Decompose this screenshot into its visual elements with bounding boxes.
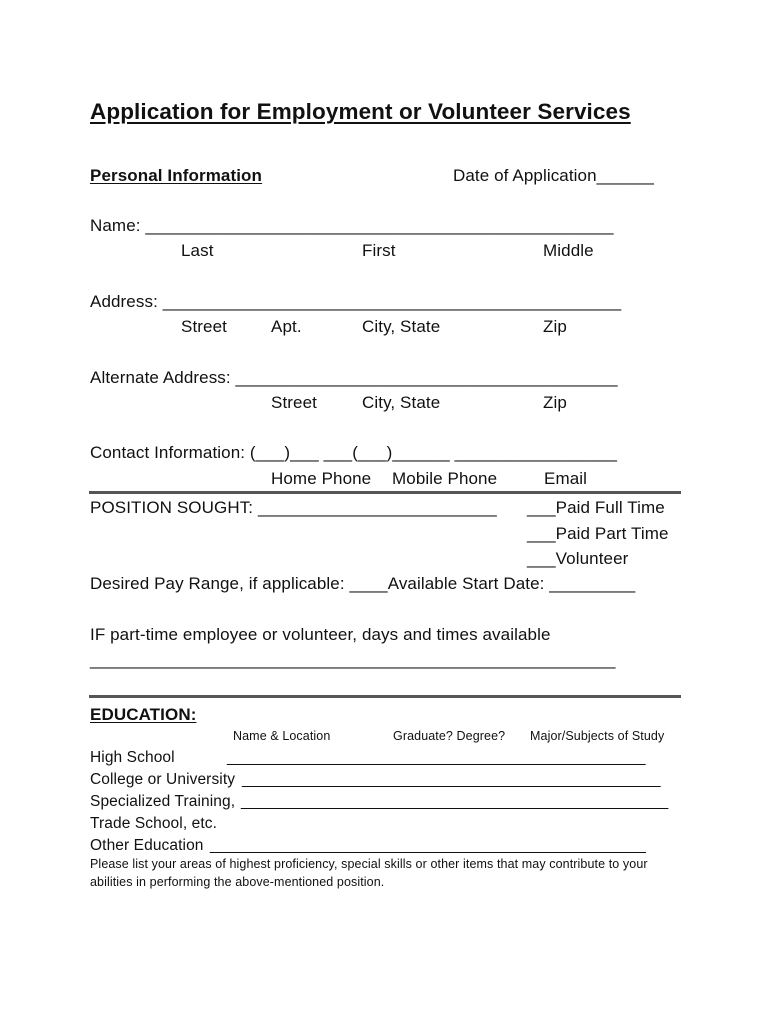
edu-high-school-line[interactable]: ________________________________________________ [227, 749, 646, 766]
edu-high-school-label: High School [90, 749, 175, 766]
edu-college-line[interactable]: ________________________________________________ [242, 771, 661, 788]
option-paid-full-time[interactable]: ___Paid Full Time [527, 498, 665, 517]
address-field[interactable]: Address: ________________________________________________ [90, 292, 622, 311]
name-first-caption: First [362, 241, 396, 260]
alt-address-city-state-caption: City, State [362, 393, 441, 412]
name-field[interactable]: Name: _________________________________________________ [90, 216, 614, 235]
address-street-caption: Street [181, 317, 227, 336]
edu-specialized-training-line[interactable]: _________________________________________________ [241, 793, 669, 810]
alt-address-street-caption: Street [271, 393, 317, 412]
email-caption: Email [544, 469, 588, 488]
edu-trade-school-label: Trade School, etc. [90, 815, 218, 832]
address-zip-caption: Zip [543, 317, 567, 336]
col-major-subjects: Major/Subjects of Study [530, 729, 665, 743]
availability-line[interactable]: _______________________________________________________ [90, 650, 616, 669]
education-heading: EDUCATION: [90, 705, 197, 724]
option-volunteer[interactable]: ___Volunteer [527, 549, 629, 568]
col-name-location: Name & Location [233, 729, 331, 743]
edu-other-label: Other Education [90, 837, 204, 854]
pay-range-start-date-field[interactable]: Desired Pay Range, if applicable: ____Available Start Date: _________ [90, 574, 636, 593]
section-divider-top [89, 491, 681, 494]
date-of-application-field[interactable]: Date of Application______ [453, 166, 654, 185]
personal-info-heading: Personal Information [90, 166, 263, 185]
mobile-phone-caption: Mobile Phone [392, 469, 498, 488]
address-city-state-caption: City, State [362, 317, 441, 336]
edu-college-label: College or University [90, 771, 236, 788]
availability-label: IF part-time employee or volunteer, days and times available [90, 625, 551, 644]
name-last-caption: Last [181, 241, 214, 260]
proficiency-note-line-2: abilities in performing the above-mentioned position. [90, 875, 385, 889]
page-title: Application for Employment or Volunteer Services [90, 99, 631, 124]
option-paid-part-time[interactable]: ___Paid Part Time [527, 524, 669, 543]
name-middle-caption: Middle [543, 241, 594, 260]
position-sought-field[interactable]: POSITION SOUGHT: _________________________ [90, 498, 497, 517]
home-phone-caption: Home Phone [271, 469, 372, 488]
alt-address-zip-caption: Zip [543, 393, 567, 412]
section-divider-education [89, 695, 681, 698]
edu-specialized-training-label: Specialized Training, [90, 793, 236, 810]
proficiency-note-line-1: Please list your areas of highest proficiency, special skills or other items that may contribute to your [90, 857, 648, 871]
alternate-address-field[interactable]: Alternate Address: ________________________________________ [90, 368, 618, 387]
edu-other-line[interactable]: __________________________________________________ [210, 837, 647, 854]
address-apt-caption: Apt. [271, 317, 302, 336]
col-graduate-degree: Graduate? Degree? [393, 729, 506, 743]
contact-information-field[interactable]: Contact Information: (___)___ ___(___)______ _________________ [90, 443, 617, 462]
